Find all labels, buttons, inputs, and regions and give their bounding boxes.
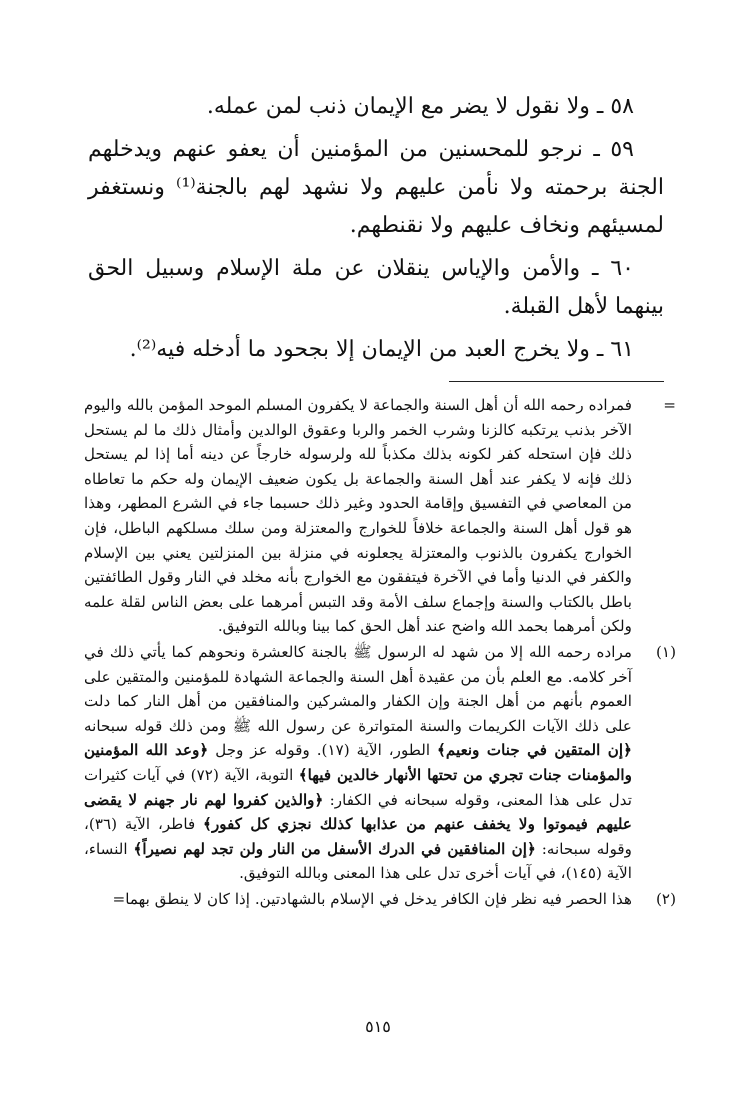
footnote-1: (١) مراده رحمه الله إلا من شهد له الرسول ﷺ بالجنة كالعشرة ونحوهم كما يأتي ذلك في آخر كلامه. مع العلم بأن من عقيدة أهل السنة والجماعة الشهادة للمؤمنين والمتقين على العموم بأنهم من أهل الجنة وإن الكفار والمشركين والمنافقين من أهل النار كما دلت على ذلك الآيات الكريمات والسنة المتواترة عن رسول الله ﷺ ومن ذلك قوله سبحانه ﴿إن المتقين في جنات ونعيم﴾ الطور، الآية (١٧). وقوله عز وجل ﴿وعد الله المؤمنين والمؤمنات جنات تجري من تحتها الأنهار خالدين فيها﴾ التوبة، الآية (٧٢) في آيات كثيرات تدل على هذا المعنى، وقوله سبحانه في الكفار: ﴿والذين كفروا لهم نار جهنم لا يقضى عليهم فيموتوا ولا يخفف عنهم من عذابها كذلك نجزي كل كفور﴾ فاطر، الآية (٣٦)، وقوله سبحانه: ﴿إن المنافقين في الدرك الأسفل من النار ولن تجد لهم نصيراً﴾ النساء، الآية (١٤٥)، في آيات أخرى تدل على هذا المعنى وبالله التوفيق. [84,640,676,886]
paragraph-58: ٥٨ ـ ولا نقول لا يضر مع الإيمان ذنب لمن عمله. [206,94,634,119]
quran-quote: ﴿وعد الله المؤمنين والمؤمنات جنات تجري من تحتها الأنهار خالدين فيها﴾ [84,741,632,784]
page-number: ٥١٥ [365,1017,391,1036]
quran-quote: ﴿والذين كفروا لهم نار جهنم لا يقضى عليهم فيموتوا ولا يخفف عنهم من عذابها كذلك نجزي كل كفور﴾ [84,790,632,834]
quran-quote: ﴿إن المنافقين في الدرك الأسفل من النار ولن تجد لهم نصيراً﴾ [133,839,536,858]
footnote-2 [84,887,676,912]
footnote-2-text: هذا الحصر فيه نظر فإن الكافر يدخل في الإسلام بالشهادتين. إذا كان لا ينطق بهما= [112,889,632,908]
footnotes [84,393,676,912]
footnote-2-marker: (٢) [655,889,676,908]
footnote-1-marker: (١) [655,642,676,661]
main-text [88,88,664,374]
paragraph-59: ٥٩ ـ نرجو للمحسنين من المؤمنين أن يعفو عنهم ويدخلهم الجنة برحمته ولا نأمن عليهم ولا نشهد لهم بالجنة⁽¹⁾ ونستغفر لمسيئهم ونخاف عليهم ولا نقنطهم. [88,137,664,238]
footnote-separator [449,381,664,382]
footnote-continuation [84,393,676,639]
footnote-continuation-mark: = [663,396,676,414]
quran-quote: ﴿إن المتقين في جنات ونعيم﴾ [437,741,632,760]
paragraph-61: ٦١ ـ ولا يخرج العبد من الإيمان إلا بجحود ما أدخله فيه⁽²⁾. [129,337,634,362]
footnote-continuation-text: فمراده رحمه الله أن أهل السنة والجماعة لا يكفرون المسلم الموحد المؤمن بالله واليوم الآخر بذنب يرتكبه كالزنا وشرب الخمر والربا وعقوق الوالدين وأمثال ذلك ما لم يستحل ذلك فإن استحله كفر لكونه بذلك مكذباً لله ولرسوله خارجاً عن دينه أما إذا لم يستحل ذلك فإنه لا يكفر عند أهل السنة والجماعة بل يكون ضعيف الإيمان وله حكم ما تعاطاه من المعاصي في التفسيق وإقامة الحدود وغير ذلك حسبما جاء في الشرع المطهر، وهذا هو قول أهل السنة والجماعة خلافاً للخوارج والمعتزلة ومن سلك مسلكهم الباطل، فإن الخوارج يكفرون بالذنوب والمعتزلة يجعلونه في منزلة بين المنزلتين يعني بين الإسلام والكفر في الدنيا وأما في الآخرة فيتفقون مع الخوارج بأنه مخلد في النار وقول الطائفتين باطل بالكتاب والسنة وإجماع سلف الأمة وقد التبس أمرهما على بعض الناس لقلة علمه ولكن أمرهما بحمد الله واضح عند أهل الحق كما بينا وبالله التوفيق. [84,396,632,636]
paragraph-60: ٦٠ ـ والأمن والإياس ينقلان عن ملة الإسلام وسبيل الحق بينهما لأهل القبلة. [88,256,664,319]
